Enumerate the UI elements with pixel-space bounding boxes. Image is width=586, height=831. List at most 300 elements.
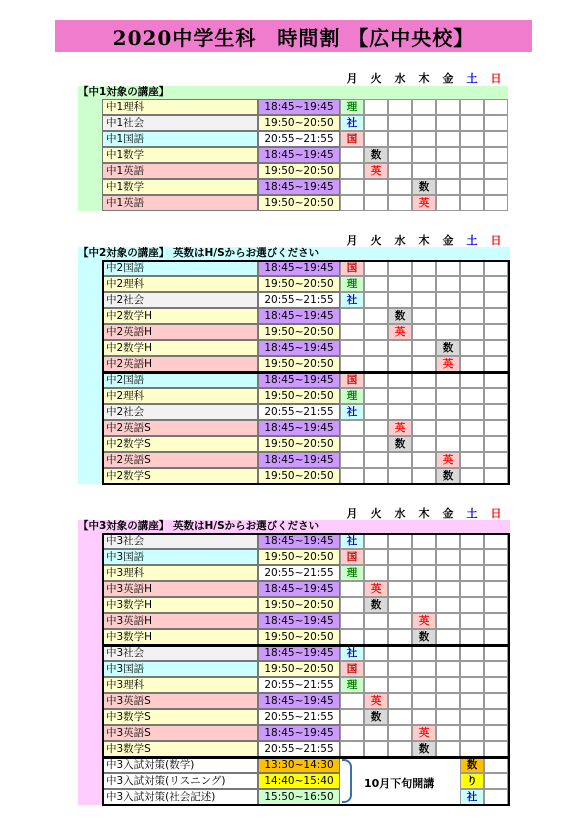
table-row — [78, 613, 510, 629]
table-row — [78, 725, 510, 741]
subject-cell: 中2英語H — [102, 356, 258, 372]
empty-day-cell — [436, 549, 460, 565]
empty-day-cell — [460, 629, 484, 645]
empty-day-cell — [340, 324, 364, 340]
time-cell: 13:30~14:30 — [258, 757, 340, 773]
empty-day-cell — [364, 356, 388, 372]
subject-cell: 中3国語 — [102, 661, 258, 677]
empty-day-cell — [340, 468, 364, 484]
empty-day-cell — [388, 741, 412, 757]
empty-day-cell — [388, 452, 412, 468]
table-row — [78, 308, 510, 324]
empty-day-cell — [340, 452, 364, 468]
subject-cell: 中3英語S — [102, 693, 258, 709]
time-cell: 20:55~21:55 — [258, 565, 340, 581]
empty-day-cell — [364, 789, 388, 805]
row-margin — [78, 115, 102, 131]
table-row — [78, 533, 510, 549]
empty-day-cell — [436, 276, 460, 292]
time-cell: 18:45~19:45 — [258, 260, 340, 276]
row-margin — [78, 741, 102, 757]
subject-cell: 中3入試対策(社会記述) — [102, 789, 258, 805]
empty-day-cell — [484, 436, 508, 452]
empty-day-cell — [388, 260, 412, 276]
empty-day-cell — [436, 436, 460, 452]
table-row — [78, 597, 510, 613]
empty-day-cell — [340, 356, 364, 372]
time-cell: 20:55~21:55 — [258, 292, 340, 308]
table-row — [78, 549, 510, 565]
time-cell: 18:45~19:45 — [258, 452, 340, 468]
day-label: 月 — [346, 72, 358, 85]
empty-day-cell — [364, 179, 388, 195]
subject-cell: 中3理科 — [102, 677, 258, 693]
day-mark: り — [460, 773, 484, 789]
day-mark: 英 — [412, 725, 436, 741]
row-margin — [78, 645, 102, 661]
row-margin — [78, 163, 102, 179]
empty-day-cell — [388, 468, 412, 484]
empty-day-cell — [436, 388, 460, 404]
table-row — [78, 661, 510, 677]
day-label: 日 — [490, 507, 502, 520]
time-cell: 18:45~19:45 — [258, 693, 340, 709]
empty-day-cell — [412, 340, 436, 356]
subject-cell: 中3英語H — [102, 613, 258, 629]
subject-cell: 中2数学H — [102, 340, 258, 356]
day-label: 日 — [490, 234, 502, 247]
time-cell: 18:45~19:45 — [258, 420, 340, 436]
empty-day-cell — [388, 661, 412, 677]
empty-day-cell — [436, 725, 460, 741]
empty-day-cell — [460, 645, 484, 661]
day-label: 土 — [466, 507, 478, 520]
empty-day-cell — [484, 404, 508, 420]
subject-cell: 中3数学S — [102, 709, 258, 725]
empty-day-cell — [388, 131, 412, 147]
day-mark: 社 — [340, 404, 364, 420]
empty-day-cell — [436, 565, 460, 581]
empty-day-cell — [412, 709, 436, 725]
subject-cell: 中3数学S — [102, 741, 258, 757]
empty-day-cell — [388, 581, 412, 597]
empty-day-cell — [388, 163, 412, 179]
subject-cell: 中1数学 — [102, 147, 258, 163]
empty-day-cell — [436, 773, 460, 789]
row-margin — [78, 565, 102, 581]
time-cell: 19:50~20:50 — [258, 549, 340, 565]
table-row — [78, 693, 510, 709]
day-mark: 社 — [340, 533, 364, 549]
table-row — [78, 677, 510, 693]
table-row — [78, 420, 510, 436]
empty-day-cell — [484, 131, 508, 147]
day-mark: 社 — [340, 645, 364, 661]
empty-day-cell — [412, 693, 436, 709]
empty-day-cell — [460, 725, 484, 741]
table-row — [78, 276, 510, 292]
empty-day-cell — [460, 565, 484, 581]
empty-day-cell — [460, 324, 484, 340]
time-cell: 15:50~16:50 — [258, 789, 340, 805]
empty-day-cell — [412, 324, 436, 340]
empty-day-cell — [364, 404, 388, 420]
empty-day-cell — [340, 340, 364, 356]
day-mark: 社 — [460, 789, 484, 805]
time-cell: 18:45~19:45 — [258, 179, 340, 195]
row-margin — [78, 468, 102, 484]
empty-day-cell — [436, 533, 460, 549]
empty-day-cell — [412, 565, 436, 581]
row-margin — [78, 581, 102, 597]
subject-cell: 中1社会 — [102, 115, 258, 131]
empty-day-cell — [364, 468, 388, 484]
table-row — [78, 115, 508, 131]
empty-day-cell — [388, 340, 412, 356]
empty-day-cell — [484, 533, 508, 549]
empty-day-cell — [364, 436, 388, 452]
table-row — [78, 757, 510, 773]
row-margin — [78, 533, 102, 549]
empty-day-cell — [436, 179, 460, 195]
empty-day-cell — [460, 260, 484, 276]
empty-day-cell — [436, 195, 460, 211]
empty-day-cell — [436, 404, 460, 420]
table-row — [78, 195, 508, 211]
section-heading: 【中2対象の講座】 英数はH/Sからお選びください — [78, 247, 510, 260]
empty-day-cell — [436, 131, 460, 147]
row-margin — [78, 629, 102, 645]
day-mark: 英 — [364, 693, 388, 709]
empty-day-cell — [484, 147, 508, 163]
empty-day-cell — [484, 388, 508, 404]
time-cell: 18:45~19:45 — [258, 147, 340, 163]
row-margin — [78, 725, 102, 741]
empty-day-cell — [364, 420, 388, 436]
time-cell: 20:55~21:55 — [258, 131, 340, 147]
empty-day-cell — [412, 677, 436, 693]
empty-day-cell — [436, 147, 460, 163]
empty-day-cell — [436, 292, 460, 308]
table-row — [78, 147, 508, 163]
empty-day-cell — [388, 565, 412, 581]
time-cell: 19:50~20:50 — [258, 163, 340, 179]
empty-day-cell — [460, 436, 484, 452]
empty-day-cell — [484, 725, 508, 741]
empty-day-cell — [460, 452, 484, 468]
empty-day-cell — [412, 436, 436, 452]
empty-day-cell — [484, 677, 508, 693]
empty-day-cell — [484, 789, 508, 805]
row-margin — [78, 677, 102, 693]
empty-day-cell — [412, 468, 436, 484]
empty-day-cell — [460, 661, 484, 677]
table-row — [78, 789, 510, 805]
grade1-section — [78, 86, 508, 211]
timetable-rows — [78, 533, 510, 805]
empty-day-cell — [388, 629, 412, 645]
empty-day-cell — [388, 195, 412, 211]
empty-day-cell — [412, 99, 436, 115]
empty-day-cell — [412, 356, 436, 372]
row-margin — [78, 709, 102, 725]
empty-day-cell — [412, 452, 436, 468]
empty-day-cell — [460, 115, 484, 131]
empty-day-cell — [340, 741, 364, 757]
empty-day-cell — [460, 147, 484, 163]
day-label: 金 — [442, 234, 454, 247]
day-mark: 英 — [412, 195, 436, 211]
empty-day-cell — [484, 195, 508, 211]
empty-day-cell — [484, 340, 508, 356]
empty-day-cell — [484, 420, 508, 436]
empty-day-cell — [364, 549, 388, 565]
time-cell: 19:50~20:50 — [258, 276, 340, 292]
empty-day-cell — [436, 789, 460, 805]
timetable-rows — [78, 99, 508, 211]
empty-day-cell — [436, 741, 460, 757]
empty-day-cell — [340, 709, 364, 725]
row-margin — [78, 388, 102, 404]
empty-day-cell — [460, 468, 484, 484]
row-margin — [78, 693, 102, 709]
subject-cell: 中3数学H — [102, 629, 258, 645]
empty-day-cell — [484, 356, 508, 372]
empty-day-cell — [484, 645, 508, 661]
day-mark: 社 — [340, 292, 364, 308]
empty-day-cell — [484, 549, 508, 565]
empty-day-cell — [364, 195, 388, 211]
time-cell: 20:55~21:55 — [258, 709, 340, 725]
subject-cell: 中3入試対策(数学) — [102, 757, 258, 773]
empty-day-cell — [388, 549, 412, 565]
subject-cell: 中2理科 — [102, 388, 258, 404]
day-mark: 国 — [340, 549, 364, 565]
day-label: 水 — [394, 72, 406, 85]
empty-day-cell — [436, 645, 460, 661]
row-margin — [78, 757, 102, 773]
time-cell: 18:45~19:45 — [258, 725, 340, 741]
table-row — [78, 629, 510, 645]
day-mark: 理 — [340, 565, 364, 581]
empty-day-cell — [364, 276, 388, 292]
empty-day-cell — [388, 789, 412, 805]
empty-day-cell — [484, 741, 508, 757]
empty-day-cell — [364, 308, 388, 324]
empty-day-cell — [364, 645, 388, 661]
empty-day-cell — [388, 115, 412, 131]
day-label: 木 — [418, 234, 430, 247]
table-row — [78, 773, 510, 789]
time-cell: 18:45~19:45 — [258, 340, 340, 356]
time-cell: 18:45~19:45 — [258, 372, 340, 388]
day-label: 火 — [370, 72, 382, 85]
table-row — [78, 340, 510, 356]
day-mark: 数 — [388, 436, 412, 452]
empty-day-cell — [460, 276, 484, 292]
subject-cell: 中3社会 — [102, 645, 258, 661]
day-mark: 数 — [364, 597, 388, 613]
empty-day-cell — [388, 99, 412, 115]
day-mark: 英 — [364, 163, 388, 179]
empty-day-cell — [340, 597, 364, 613]
empty-day-cell — [364, 340, 388, 356]
table-row — [78, 388, 510, 404]
row-margin — [78, 276, 102, 292]
empty-day-cell — [364, 757, 388, 773]
time-cell: 18:45~19:45 — [258, 645, 340, 661]
empty-day-cell — [388, 645, 412, 661]
empty-day-cell — [388, 533, 412, 549]
time-cell: 18:45~19:45 — [258, 308, 340, 324]
empty-day-cell — [436, 308, 460, 324]
empty-day-cell — [484, 308, 508, 324]
subject-cell: 中3国語 — [102, 549, 258, 565]
empty-day-cell — [412, 260, 436, 276]
empty-day-cell — [388, 597, 412, 613]
empty-day-cell — [484, 613, 508, 629]
empty-day-cell — [484, 773, 508, 789]
row-margin — [78, 597, 102, 613]
table-row — [78, 292, 510, 308]
empty-day-cell — [460, 99, 484, 115]
empty-day-cell — [436, 613, 460, 629]
row-margin — [78, 292, 102, 308]
empty-day-cell — [412, 661, 436, 677]
empty-day-cell — [364, 452, 388, 468]
table-row — [78, 99, 508, 115]
empty-day-cell — [460, 709, 484, 725]
day-mark: 数 — [412, 179, 436, 195]
empty-day-cell — [460, 693, 484, 709]
subject-cell: 中2英語S — [102, 420, 258, 436]
empty-day-cell — [364, 677, 388, 693]
empty-day-cell — [412, 276, 436, 292]
day-mark: 英 — [388, 324, 412, 340]
empty-day-cell — [364, 131, 388, 147]
day-mark: 数 — [412, 629, 436, 645]
empty-day-cell — [412, 581, 436, 597]
table-row — [78, 356, 510, 372]
empty-day-cell — [340, 147, 364, 163]
empty-day-cell — [460, 195, 484, 211]
empty-day-cell — [412, 404, 436, 420]
time-cell: 18:45~19:45 — [258, 613, 340, 629]
day-mark: 英 — [364, 581, 388, 597]
empty-day-cell — [460, 163, 484, 179]
time-cell: 19:50~20:50 — [258, 388, 340, 404]
empty-day-cell — [484, 661, 508, 677]
row-margin — [78, 179, 102, 195]
empty-day-cell — [340, 613, 364, 629]
empty-day-cell — [460, 179, 484, 195]
subject-cell: 中3理科 — [102, 565, 258, 581]
empty-day-cell — [388, 725, 412, 741]
empty-day-cell — [364, 99, 388, 115]
empty-day-cell — [388, 372, 412, 388]
time-cell: 19:50~20:50 — [258, 436, 340, 452]
empty-day-cell — [460, 308, 484, 324]
row-margin — [78, 549, 102, 565]
empty-day-cell — [460, 388, 484, 404]
day-mark: 数 — [412, 741, 436, 757]
table-row — [78, 163, 508, 179]
empty-day-cell — [340, 179, 364, 195]
table-row — [78, 372, 510, 388]
empty-day-cell — [436, 709, 460, 725]
row-margin — [78, 436, 102, 452]
empty-day-cell — [484, 565, 508, 581]
row-margin — [78, 131, 102, 147]
empty-day-cell — [436, 99, 460, 115]
day-label: 土 — [466, 72, 478, 85]
day-mark: 数 — [436, 340, 460, 356]
table-row — [78, 645, 510, 661]
empty-day-cell — [436, 629, 460, 645]
day-label: 木 — [418, 72, 430, 85]
empty-day-cell — [412, 372, 436, 388]
empty-day-cell — [436, 115, 460, 131]
empty-day-cell — [460, 581, 484, 597]
empty-day-cell — [412, 549, 436, 565]
empty-day-cell — [388, 147, 412, 163]
timetable-rows — [78, 260, 510, 484]
time-cell: 18:45~19:45 — [258, 533, 340, 549]
empty-day-cell — [340, 436, 364, 452]
time-cell: 19:50~20:50 — [258, 324, 340, 340]
brace-bracket — [342, 759, 352, 803]
empty-day-cell — [484, 581, 508, 597]
time-cell: 20:55~21:55 — [258, 677, 340, 693]
day-label: 金 — [442, 72, 454, 85]
empty-day-cell — [484, 468, 508, 484]
row-margin — [78, 340, 102, 356]
table-row — [78, 709, 510, 725]
subject-cell: 中2数学S — [102, 436, 258, 452]
day-mark: 理 — [340, 276, 364, 292]
day-mark: 数 — [460, 757, 484, 773]
day-label: 月 — [346, 234, 358, 247]
subject-cell: 中1理科 — [102, 99, 258, 115]
empty-day-cell — [340, 725, 364, 741]
table-row — [78, 581, 510, 597]
time-cell: 20:55~21:55 — [258, 741, 340, 757]
empty-day-cell — [364, 741, 388, 757]
empty-day-cell — [484, 372, 508, 388]
empty-day-cell — [484, 276, 508, 292]
empty-day-cell — [484, 709, 508, 725]
subject-cell: 中2数学H — [102, 308, 258, 324]
subject-cell: 中1数学 — [102, 179, 258, 195]
day-mark: 数 — [364, 147, 388, 163]
empty-day-cell — [364, 115, 388, 131]
empty-day-cell — [484, 757, 508, 773]
empty-day-cell — [388, 179, 412, 195]
row-margin — [78, 308, 102, 324]
subject-cell: 中1英語 — [102, 195, 258, 211]
empty-day-cell — [364, 372, 388, 388]
table-row — [78, 741, 510, 757]
row-margin — [78, 773, 102, 789]
table-row — [78, 565, 510, 581]
empty-day-cell — [340, 629, 364, 645]
subject-cell: 中3英語S — [102, 725, 258, 741]
row-margin — [78, 404, 102, 420]
table-row — [78, 436, 510, 452]
table-row — [78, 179, 508, 195]
empty-day-cell — [436, 372, 460, 388]
empty-day-cell — [412, 388, 436, 404]
